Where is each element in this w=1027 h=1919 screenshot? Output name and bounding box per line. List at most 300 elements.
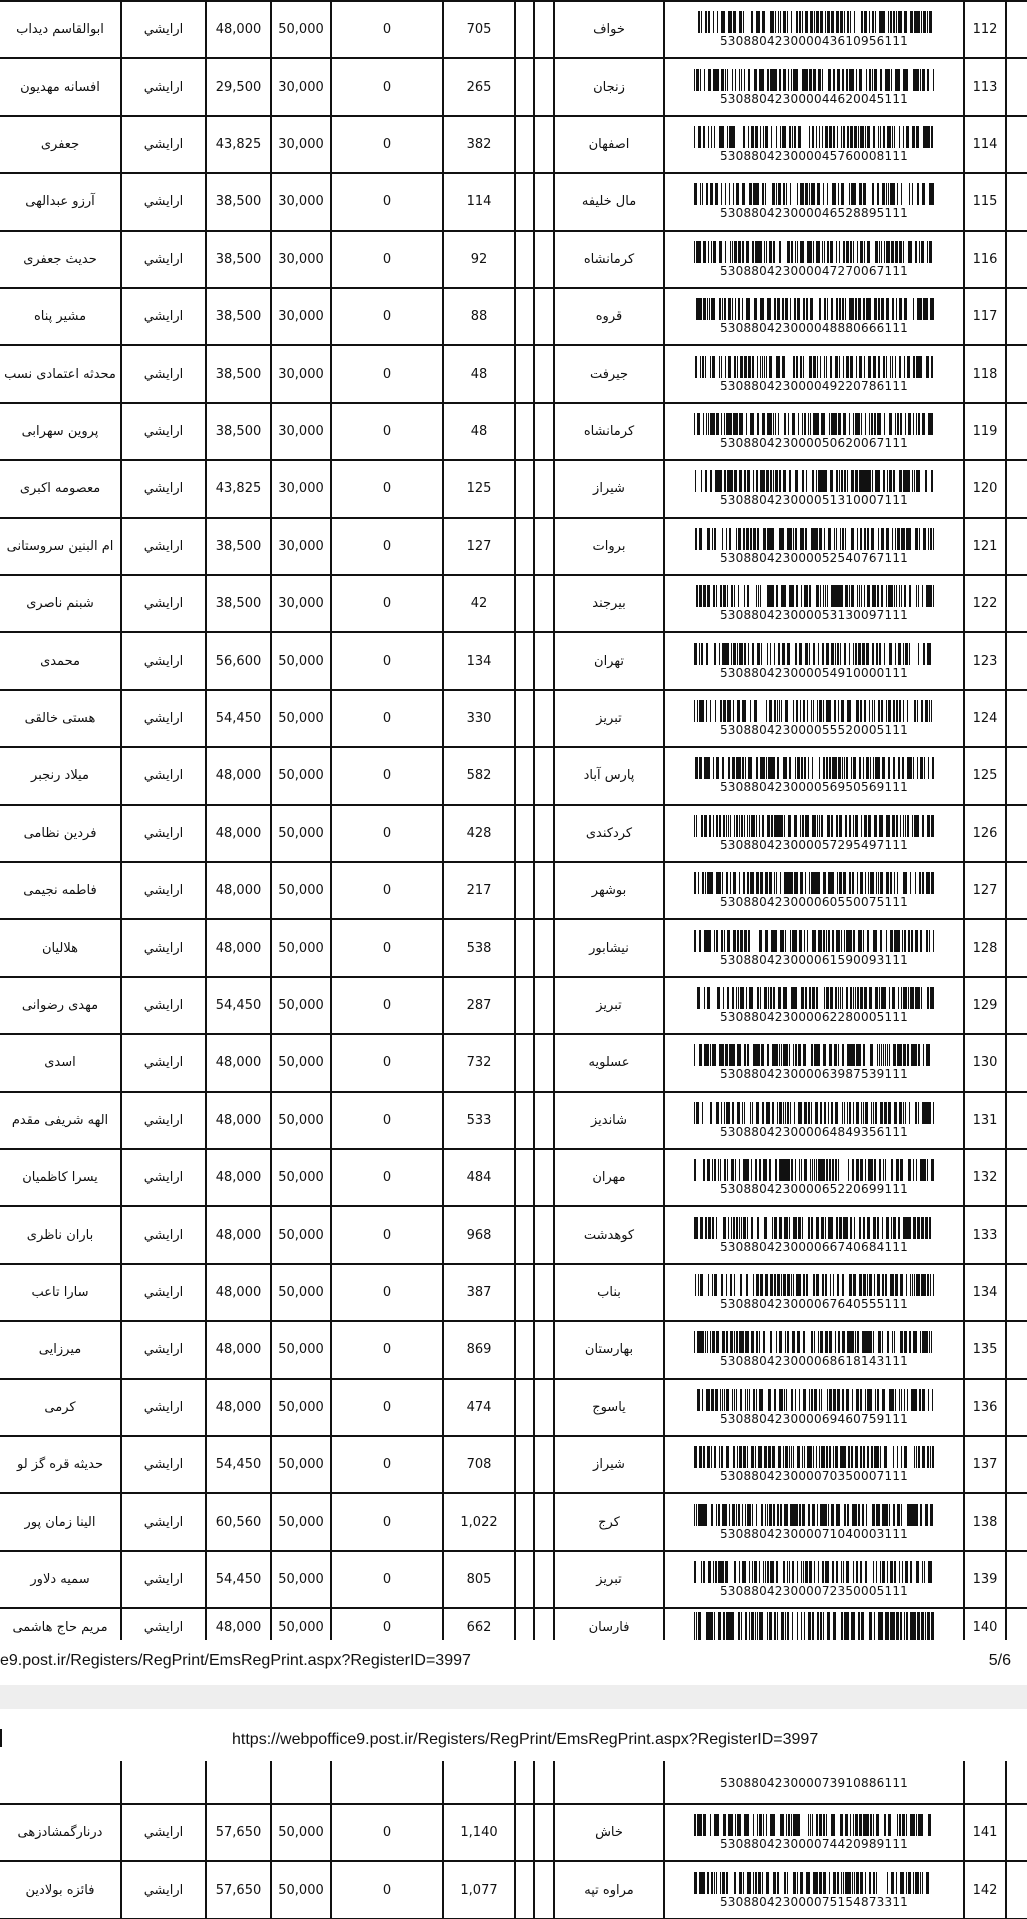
cell-declared: 50,000 — [278, 768, 324, 784]
cell-weight: 382 — [466, 136, 492, 152]
barcode-cell — [665, 1265, 963, 1320]
barcode-number: 530880423000049220786111 — [719, 378, 909, 393]
barcode-graphic — [694, 413, 934, 435]
cell-name: میلاد رنجبر — [31, 768, 89, 784]
barcode-graphic — [694, 1274, 934, 1296]
barcode-cell — [665, 461, 963, 516]
column-divider — [553, 1761, 555, 1805]
cell-weight: 287 — [466, 997, 492, 1013]
barcode-graphic — [694, 528, 934, 550]
cell-city: نیشابور — [589, 940, 629, 956]
cell-price: 38,500 — [215, 596, 262, 612]
column-divider — [270, 1761, 272, 1805]
cell-num: 139 — [972, 1571, 998, 1587]
cell-num: 119 — [972, 423, 998, 439]
cell-price: 48,000 — [215, 1112, 262, 1128]
cell-name: جعفری — [40, 136, 80, 152]
barcode-graphic — [694, 126, 934, 148]
column-divider — [1005, 404, 1007, 461]
cell-zero: 0 — [382, 22, 392, 38]
cell-weight: 330 — [466, 710, 492, 726]
cell-price: 48,000 — [215, 22, 262, 38]
cell-city: بروات — [592, 538, 626, 554]
column-divider — [533, 691, 535, 748]
cell-num: 137 — [972, 1457, 998, 1473]
table-row-continued — [0, 1761, 1027, 1805]
barcode-graphic — [694, 1389, 934, 1411]
cell-declared: 50,000 — [278, 1342, 324, 1358]
cell-city: تبریز — [596, 1571, 622, 1587]
barcode-number: 530880423000047270067111 — [719, 263, 909, 278]
table-row — [0, 519, 1027, 576]
column-divider — [514, 1862, 516, 1919]
column-divider — [514, 2, 516, 59]
cell-num: 116 — [972, 251, 998, 267]
table-row — [0, 1437, 1027, 1494]
cell-weight: 484 — [466, 1170, 492, 1186]
cell-city: خاش — [595, 1825, 623, 1841]
page-separator — [0, 1685, 1027, 1709]
cell-declared: 50,000 — [278, 1284, 324, 1300]
cell-declared: 30,000 — [278, 194, 324, 210]
cell-price: 48,000 — [215, 1170, 262, 1186]
cell-name: سمیه دلاور — [30, 1571, 90, 1587]
cell-num: 114 — [972, 136, 998, 152]
column-divider — [533, 1322, 535, 1379]
table-row — [0, 1093, 1027, 1150]
column-divider — [533, 519, 535, 576]
column-divider — [514, 59, 516, 116]
cell-num: 129 — [972, 997, 998, 1013]
table-row — [0, 461, 1027, 518]
cell-price: 48,000 — [215, 1055, 262, 1071]
cell-num: 131 — [972, 1112, 998, 1128]
cell-num: 115 — [972, 194, 998, 210]
barcode-number: 530880423000051310007111 — [719, 493, 909, 508]
cell-city: تبریز — [596, 997, 622, 1013]
cell-name: میرزایی — [38, 1342, 82, 1358]
barcode-graphic — [694, 1561, 934, 1583]
table-row — [0, 346, 1027, 403]
table-row — [0, 978, 1027, 1035]
cell-type: ارايشي — [143, 423, 184, 439]
cell-num: 142 — [972, 1882, 998, 1898]
table-row — [0, 232, 1027, 289]
barcode-cell — [665, 117, 963, 172]
column-divider — [1005, 576, 1007, 633]
table-row — [0, 1862, 1027, 1919]
table-row — [0, 1150, 1027, 1207]
barcode-number: 530880423000043610956111 — [719, 34, 909, 49]
cell-type: ارايشي — [143, 1284, 184, 1300]
cell-zero: 0 — [382, 710, 392, 726]
cell-zero: 0 — [382, 538, 392, 554]
cell-price: 38,500 — [215, 538, 262, 554]
barcode-cell — [665, 174, 963, 229]
cell-city: کوهدشت — [583, 1227, 635, 1243]
cell-declared: 50,000 — [278, 997, 324, 1013]
cell-price: 57,650 — [215, 1825, 262, 1841]
cell-city: کردکندی — [585, 825, 633, 841]
barcode-number: 530880423000052540767111 — [719, 550, 909, 565]
table-row — [0, 576, 1027, 633]
barcode-cell — [665, 1552, 963, 1607]
register-page-6 — [0, 1709, 1027, 1919]
table-row — [0, 1322, 1027, 1379]
cell-zero: 0 — [382, 136, 392, 152]
barcode-cell — [665, 1380, 963, 1435]
cell-price: 48,000 — [215, 883, 262, 899]
cell-city: قروه — [595, 309, 623, 325]
barcode-graphic — [694, 1612, 934, 1640]
column-divider — [514, 1609, 516, 1640]
cell-type: ارايشي — [143, 1825, 184, 1841]
column-divider — [330, 1761, 332, 1805]
cell-price: 48,000 — [215, 940, 262, 956]
column-divider — [1005, 1552, 1007, 1609]
table-row — [0, 920, 1027, 977]
cell-city: فارسان — [588, 1619, 630, 1635]
cell-declared: 30,000 — [278, 596, 324, 612]
cell-city: شیراز — [593, 481, 625, 497]
barcode-graphic — [694, 585, 934, 607]
column-divider — [514, 1207, 516, 1264]
column-divider — [533, 1805, 535, 1862]
cell-zero: 0 — [382, 423, 392, 439]
barcode-number: 530880423000056950569111 — [719, 780, 909, 795]
cell-zero: 0 — [382, 1342, 392, 1358]
column-divider — [514, 1494, 516, 1551]
column-divider — [1005, 920, 1007, 977]
cell-name: محدثه اعتمادی نسب — [4, 366, 116, 382]
column-divider — [533, 978, 535, 1035]
barcode-number: 530880423000063987539111 — [719, 1067, 909, 1082]
barcode-number: 530880423000074420989111 — [719, 1837, 909, 1852]
cell-price: 54,450 — [215, 1571, 262, 1587]
cell-weight: 387 — [466, 1284, 492, 1300]
footer-url: e9.post.ir/Registers/RegPrint/EmsRegPrint.aspx?RegisterID=3997 — [0, 1652, 471, 1669]
cell-zero: 0 — [382, 1514, 392, 1530]
column-divider — [514, 117, 516, 174]
column-divider — [514, 1150, 516, 1207]
cell-declared: 30,000 — [278, 309, 324, 325]
cell-name: باران ناظری — [26, 1227, 94, 1243]
cell-price: 48,000 — [215, 1619, 262, 1635]
cell-name: یسرا کاظمیان — [22, 1170, 98, 1186]
column-divider — [514, 1552, 516, 1609]
cell-price: 48,000 — [215, 1342, 262, 1358]
cell-name: محمدی — [40, 653, 80, 669]
barcode-number: 530880423000066740684111 — [719, 1239, 909, 1254]
cell-declared: 50,000 — [278, 1514, 324, 1530]
cell-weight: 968 — [466, 1227, 492, 1243]
table-row — [0, 863, 1027, 920]
cell-name: ام البنین سروستانی — [6, 538, 114, 554]
cell-type: ارايشي — [143, 538, 184, 554]
cell-declared: 50,000 — [278, 1571, 324, 1587]
barcode-number: 530880423000044620045111 — [719, 91, 909, 106]
barcode-cell — [665, 1207, 963, 1262]
cell-num: 124 — [972, 710, 998, 726]
barcode-graphic — [694, 757, 934, 779]
column-divider — [1005, 1207, 1007, 1264]
barcode-number: 530880423000045760008111 — [719, 148, 909, 163]
cell-price: 54,450 — [215, 997, 262, 1013]
cell-zero: 0 — [382, 1457, 392, 1473]
cell-name: ابوالقاسم دیداب — [16, 22, 104, 38]
barcode-graphic — [694, 241, 934, 263]
table-row — [0, 806, 1027, 863]
cell-type: ارايشي — [143, 1227, 184, 1243]
barcode-number: 530880423000060550075111 — [719, 895, 909, 910]
column-divider — [514, 461, 516, 518]
column-divider — [533, 633, 535, 690]
cell-price: 60,560 — [215, 1514, 262, 1530]
cell-type: ارايشي — [143, 1514, 184, 1530]
barcode-number: 530880423000069460759111 — [719, 1411, 909, 1426]
cell-weight: 582 — [466, 768, 492, 784]
column-divider — [533, 289, 535, 346]
barcode-number: 530880423000062280005111 — [719, 1009, 909, 1024]
column-divider — [533, 2, 535, 59]
cell-price: 43,825 — [215, 136, 262, 152]
barcode-number: 530880423000057295497111 — [719, 837, 909, 852]
barcode-number: 530880423000070350007111 — [719, 1469, 909, 1484]
cell-city: مال خلیفه — [581, 194, 637, 210]
cell-name: مشیر پناه — [33, 309, 87, 325]
column-divider — [533, 1609, 535, 1640]
column-divider — [1005, 232, 1007, 289]
cell-declared: 50,000 — [278, 940, 324, 956]
column-divider — [514, 863, 516, 920]
cell-type: ارايشي — [143, 1571, 184, 1587]
cell-num: 118 — [972, 366, 998, 382]
barcode-cell — [665, 59, 963, 114]
cell-num: 134 — [972, 1284, 998, 1300]
cell-zero: 0 — [382, 1170, 392, 1186]
cell-type: ارايشي — [143, 940, 184, 956]
cell-type: ارايشي — [143, 997, 184, 1013]
cell-zero: 0 — [382, 1055, 392, 1071]
cell-city: مهران — [592, 1170, 626, 1186]
cell-zero: 0 — [382, 940, 392, 956]
cell-weight: 705 — [466, 22, 492, 38]
column-divider — [533, 461, 535, 518]
cell-type: ارايشي — [143, 194, 184, 210]
column-divider — [514, 519, 516, 576]
cell-price: 54,450 — [215, 710, 262, 726]
column-divider — [1005, 1322, 1007, 1379]
column-divider — [1005, 519, 1007, 576]
cell-type: ارايشي — [143, 366, 184, 382]
cell-type: ارايشي — [143, 22, 184, 38]
table-row — [0, 691, 1027, 748]
cell-zero: 0 — [382, 251, 392, 267]
table-row — [0, 1380, 1027, 1437]
barcode-graphic — [694, 1872, 934, 1894]
cell-city: بیرجند — [592, 596, 626, 612]
column-divider — [1005, 1093, 1007, 1150]
cell-price: 48,000 — [215, 1284, 262, 1300]
cell-name: الهه شریفی مقدم — [11, 1112, 109, 1128]
cell-zero: 0 — [382, 997, 392, 1013]
column-divider — [533, 1552, 535, 1609]
barcode-number: 530880423000067640555111 — [719, 1296, 909, 1311]
column-divider — [1005, 748, 1007, 805]
cell-weight: 538 — [466, 940, 492, 956]
column-divider — [514, 806, 516, 863]
cell-weight: 48 — [470, 366, 488, 382]
cell-city: بناب — [597, 1284, 621, 1300]
column-divider — [1005, 117, 1007, 174]
column-divider — [533, 346, 535, 403]
column-divider — [1005, 174, 1007, 231]
cell-city: تهران — [594, 653, 624, 669]
cell-declared: 50,000 — [278, 1457, 324, 1473]
column-divider — [1005, 1035, 1007, 1092]
cell-name: اسدی — [44, 1055, 76, 1071]
column-divider — [1005, 59, 1007, 116]
cell-type: ارايشي — [143, 1055, 184, 1071]
table-row — [0, 2, 1027, 59]
header-url: https://webpoffice9.post.ir/Registers/RegPrint/EmsRegPrint.aspx?RegisterID=3997 — [232, 1731, 819, 1748]
column-divider — [1005, 1862, 1007, 1919]
cell-weight: 732 — [466, 1055, 492, 1071]
barcode-graphic — [694, 1217, 934, 1239]
barcode-graphic — [694, 298, 934, 320]
cell-name: معصومه اکبری — [19, 481, 101, 497]
cell-type: ارايشي — [143, 309, 184, 325]
column-divider — [533, 1093, 535, 1150]
table-row — [0, 1207, 1027, 1264]
barcode-cell — [665, 920, 963, 975]
table-row — [0, 1609, 1027, 1640]
cell-city: زنجان — [593, 79, 625, 95]
cell-declared: 50,000 — [278, 710, 324, 726]
cell-zero: 0 — [382, 1619, 392, 1635]
cell-declared: 30,000 — [278, 481, 324, 497]
table-row — [0, 748, 1027, 805]
cell-declared: 50,000 — [278, 883, 324, 899]
cell-name: آرزو عبدالهی — [25, 194, 95, 210]
page-footer — [0, 1640, 1027, 1680]
barcode-number: 530880423000073910886111 — [719, 1775, 909, 1790]
barcode-cell — [665, 404, 963, 459]
barcode-graphic — [694, 815, 934, 837]
barcode-number: 530880423000053130097111 — [719, 608, 909, 623]
cell-price: 38,500 — [215, 194, 262, 210]
cell-price: 48,000 — [215, 1227, 262, 1243]
cell-zero: 0 — [382, 1571, 392, 1587]
cell-price: 48,000 — [215, 768, 262, 784]
barcode-cell — [665, 806, 963, 861]
cell-type: ارايشي — [143, 653, 184, 669]
cell-num: 138 — [972, 1514, 998, 1530]
barcode-cell — [665, 1862, 963, 1917]
cell-name: فائزه بولادين — [25, 1882, 95, 1898]
barcode-cell — [665, 576, 963, 631]
barcode-number: 530880423000068618143111 — [719, 1354, 909, 1369]
barcode-graphic — [694, 1446, 934, 1468]
cell-zero: 0 — [382, 481, 392, 497]
cell-weight: 1,022 — [460, 1514, 498, 1530]
column-divider — [1005, 1265, 1007, 1322]
barcode-cell — [665, 1437, 963, 1492]
cell-num: 128 — [972, 940, 998, 956]
cell-weight: 533 — [466, 1112, 492, 1128]
cell-weight: 428 — [466, 825, 492, 841]
barcode-number: 530880423000064849356111 — [719, 1124, 909, 1139]
column-divider — [514, 289, 516, 346]
column-divider — [1005, 346, 1007, 403]
barcode-cell — [665, 1494, 963, 1549]
cell-weight: 708 — [466, 1457, 492, 1473]
column-divider — [533, 1494, 535, 1551]
cell-declared: 50,000 — [278, 1882, 324, 1898]
column-divider — [514, 920, 516, 977]
barcode-graphic — [694, 1814, 934, 1836]
barcode-graphic — [694, 872, 934, 894]
cell-city: تبریز — [596, 710, 622, 726]
cell-num: 112 — [972, 22, 998, 38]
cell-zero: 0 — [382, 825, 392, 841]
cell-city: بهارستان — [584, 1342, 634, 1358]
cell-price: 38,500 — [215, 366, 262, 382]
column-divider — [533, 863, 535, 920]
barcode-number: 530880423000050620067111 — [719, 435, 909, 450]
cell-weight: 869 — [466, 1342, 492, 1358]
cell-weight: 805 — [466, 1571, 492, 1587]
column-divider — [514, 1761, 516, 1805]
cell-price: 29,500 — [215, 79, 262, 95]
barcode-cell — [665, 1322, 963, 1377]
cell-name: شبنم ناصری — [26, 596, 94, 612]
barcode-cell — [665, 232, 963, 287]
barcode-cell — [665, 1761, 963, 1803]
column-divider — [533, 1380, 535, 1437]
cell-zero: 0 — [382, 1284, 392, 1300]
barcode-cell — [665, 1035, 963, 1090]
cell-weight: 217 — [466, 883, 492, 899]
cell-name: هستی خالقی — [24, 710, 96, 726]
barcode-cell — [665, 1805, 963, 1860]
table-row — [0, 289, 1027, 346]
cell-name: فردین نظامی — [23, 825, 97, 841]
column-divider — [514, 576, 516, 633]
cell-city: خواف — [593, 22, 625, 38]
cell-zero: 0 — [382, 1112, 392, 1128]
barcode-graphic — [694, 987, 934, 1009]
cell-weight: 125 — [466, 481, 492, 497]
column-divider — [514, 1035, 516, 1092]
cell-name: سارا تاعب — [31, 1284, 89, 1300]
cell-declared: 50,000 — [278, 825, 324, 841]
cell-type: ارايشي — [143, 481, 184, 497]
column-divider — [1005, 633, 1007, 690]
cell-type: ارايشي — [143, 1457, 184, 1473]
column-divider — [1005, 1380, 1007, 1437]
column-divider — [514, 748, 516, 805]
cell-num: 136 — [972, 1399, 998, 1415]
barcode-cell — [665, 1093, 963, 1148]
column-divider — [1005, 1437, 1007, 1494]
cell-zero: 0 — [382, 1399, 392, 1415]
cell-city: پارس آباد — [583, 768, 635, 784]
barcode-number: 530880423000048880666111 — [719, 321, 909, 336]
column-divider — [514, 232, 516, 289]
column-divider — [205, 1761, 207, 1805]
cell-city: کرج — [598, 1514, 620, 1530]
